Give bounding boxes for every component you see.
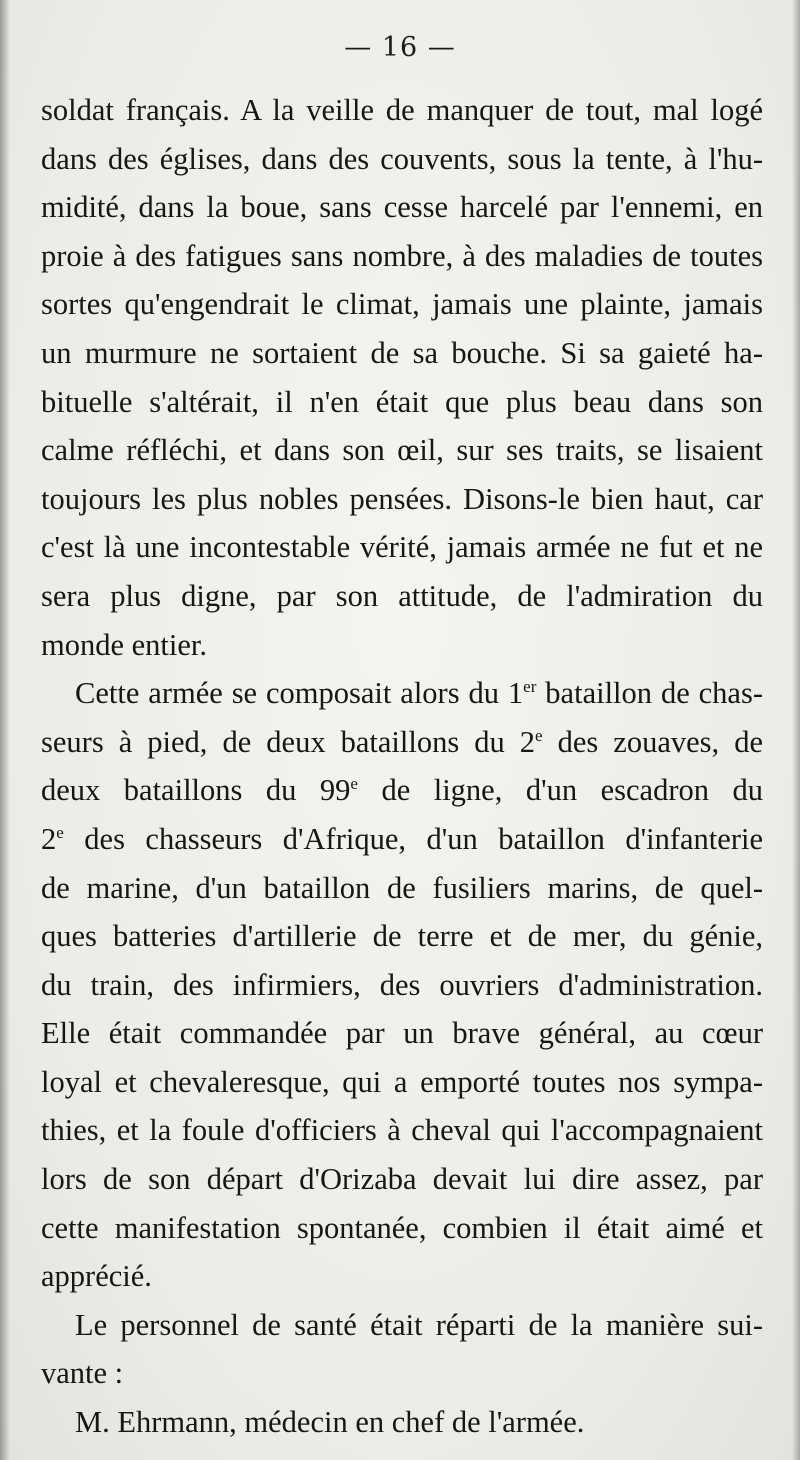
- text-line: monde entier.: [41, 627, 208, 662]
- text-line: [41, 669, 763, 718]
- text-line: proie à des fatigues sans nombre, à des maladies de toutes: [41, 238, 763, 273]
- text-line: bituelle s'altérait, il n'en était que plus beau dans son: [41, 384, 763, 419]
- text-line: ques batteries d'artillerie de terre et de mer, du génie,: [41, 919, 763, 954]
- page-right-shadow: [792, 0, 800, 1460]
- text-line: dans des églises, dans des couvents, sous la tente, à l'hu-: [41, 141, 763, 176]
- text-line: loyal et chevaleresque, qui a emporté toutes nos sympa-: [41, 1064, 763, 1099]
- page-left-shadow: [0, 0, 10, 1460]
- text-line: seurs à pied, de deux bataillons du 2e des zouaves, de: [41, 724, 763, 759]
- superscript: e: [56, 822, 64, 842]
- text-line: du train, des infirmiers, des ouvriers d'administration.: [41, 967, 763, 1002]
- text-line: thies, et la foule d'officiers à cheval qui l'accompagnaient: [41, 1113, 763, 1148]
- text-line: un murmure ne sortaient de sa bouche. Si sa gaieté ha-: [41, 335, 763, 370]
- line-segment: Cette armée se composait alors du 1: [75, 676, 524, 711]
- text-line: M. Ehrmann, médecin en chef de l'armée.: [75, 1405, 585, 1440]
- text-line: deux bataillons du 99e de ligne, d'un escadron du: [41, 773, 763, 808]
- paragraph-3: [41, 1301, 763, 1398]
- text-line: Elle était commandée par un brave général, au cœur: [41, 1016, 763, 1051]
- superscript: er: [523, 676, 537, 696]
- text-line: vante :: [41, 1356, 124, 1391]
- superscript: e: [350, 774, 358, 794]
- text-line: midité, dans la boue, sans cesse harcelé par l'ennemi, en: [41, 190, 763, 225]
- text-line: soldat français. A la veille de manquer de tout, mal logé: [41, 93, 763, 127]
- superscript: e: [535, 725, 543, 745]
- text-line: calme réfléchi, et dans son œil, sur ses traits, se lisaient: [41, 433, 763, 468]
- paragraph-2: [41, 669, 763, 1301]
- paragraph-4: [41, 1398, 763, 1447]
- paragraph-1: [41, 86, 763, 669]
- body-text: [41, 86, 763, 1447]
- text-line: sortes qu'engendrait le climat, jamais une plainte, jamais: [41, 287, 763, 322]
- text-line: cette manifestation spontanée, combien il était aimé et: [41, 1210, 763, 1245]
- line-segment: bataillon de chas-: [536, 676, 763, 711]
- text-line: sera plus digne, par son attitude, de l'admiration du: [41, 578, 763, 613]
- text-line: de marine, d'un bataillon de fusiliers marins, de quel-: [41, 870, 763, 905]
- text-line: c'est là une incontestable vérité, jamais armée ne fut et ne: [41, 530, 763, 565]
- text-line: lors de son départ d'Orizaba devait lui dire assez, par: [41, 1162, 763, 1197]
- text-line: toujours les plus nobles pensées. Disons-le bien haut, car: [41, 481, 763, 516]
- text-line: 2e des chasseurs d'Afrique, d'un bataillon d'infanterie: [41, 821, 763, 856]
- page-number: — 16 —: [344, 32, 456, 63]
- text-line: Le personnel de santé était réparti de la manière sui-: [75, 1307, 763, 1342]
- text-line: apprécié.: [41, 1259, 152, 1294]
